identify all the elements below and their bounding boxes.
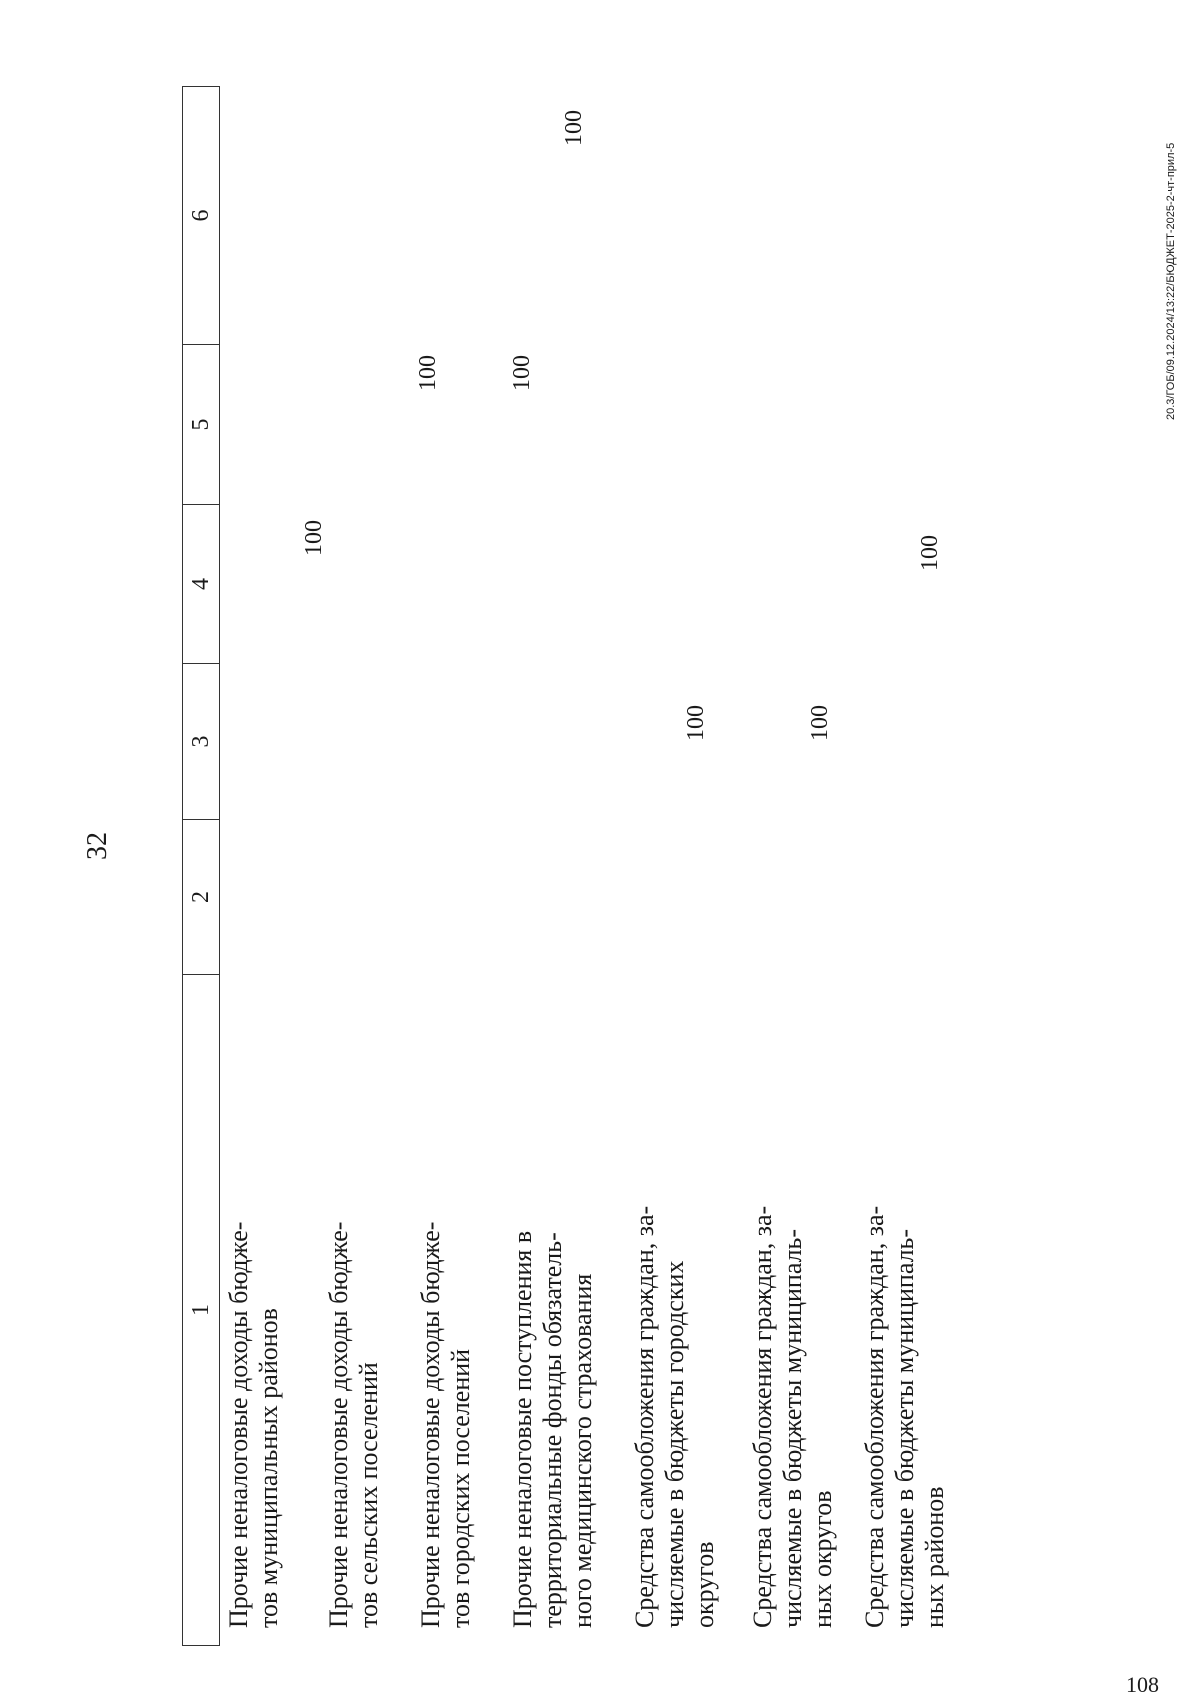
table-row-label: Средства самообложения граждан, за- числяемые в бюджеты городских округов: [630, 1205, 719, 1628]
table-cell-value: 100: [683, 705, 709, 741]
table-row-label: Средства самообложения граждан, за- числяемые в бюджеты муниципаль- ных округов: [748, 1205, 837, 1628]
table-row-label: Прочие неналоговые доходы бюдже- тов муниципальных районов: [224, 1221, 283, 1628]
table-row-label: Прочие неналоговые доходы бюдже- тов сельских поселений: [324, 1221, 383, 1628]
page-number: 32: [82, 832, 113, 860]
header-col-4: 4: [183, 505, 219, 664]
header-col-1: 1: [188, 1304, 214, 1316]
revenue-distribution-table: [182, 86, 952, 1646]
table-cell-value: 100: [301, 520, 327, 556]
header-col-5: 5: [183, 345, 219, 505]
table-cell-value: 100: [807, 705, 833, 741]
table-cell-value: 100: [561, 110, 587, 146]
table-cell-value: 100: [509, 355, 535, 391]
table-row-label: Средства самообложения граждан, за- числяемые в бюджеты муниципаль- ных районов: [860, 1205, 949, 1628]
table-row-label: Прочие неналоговые доходы бюдже- тов городских поселений: [416, 1221, 475, 1628]
header-col-6: 6: [183, 87, 219, 345]
header-col-3: 3: [183, 664, 219, 820]
table-row-label: Прочие неналоговые поступления в территориальные фонды обязатель- ного медицинского страхования: [508, 1230, 597, 1628]
table-cell-value: 100: [917, 535, 943, 571]
header-col-2: 2: [183, 820, 219, 975]
table-header-row: [182, 86, 220, 1646]
sheet-number: 108: [1126, 1672, 1159, 1697]
document-code: 20.3/ГОБ/09.12.2024/13:22/БЮДЖЕТ-2025-2-чт-прил-5: [1165, 142, 1177, 420]
table-cell-value: 100: [415, 355, 441, 391]
